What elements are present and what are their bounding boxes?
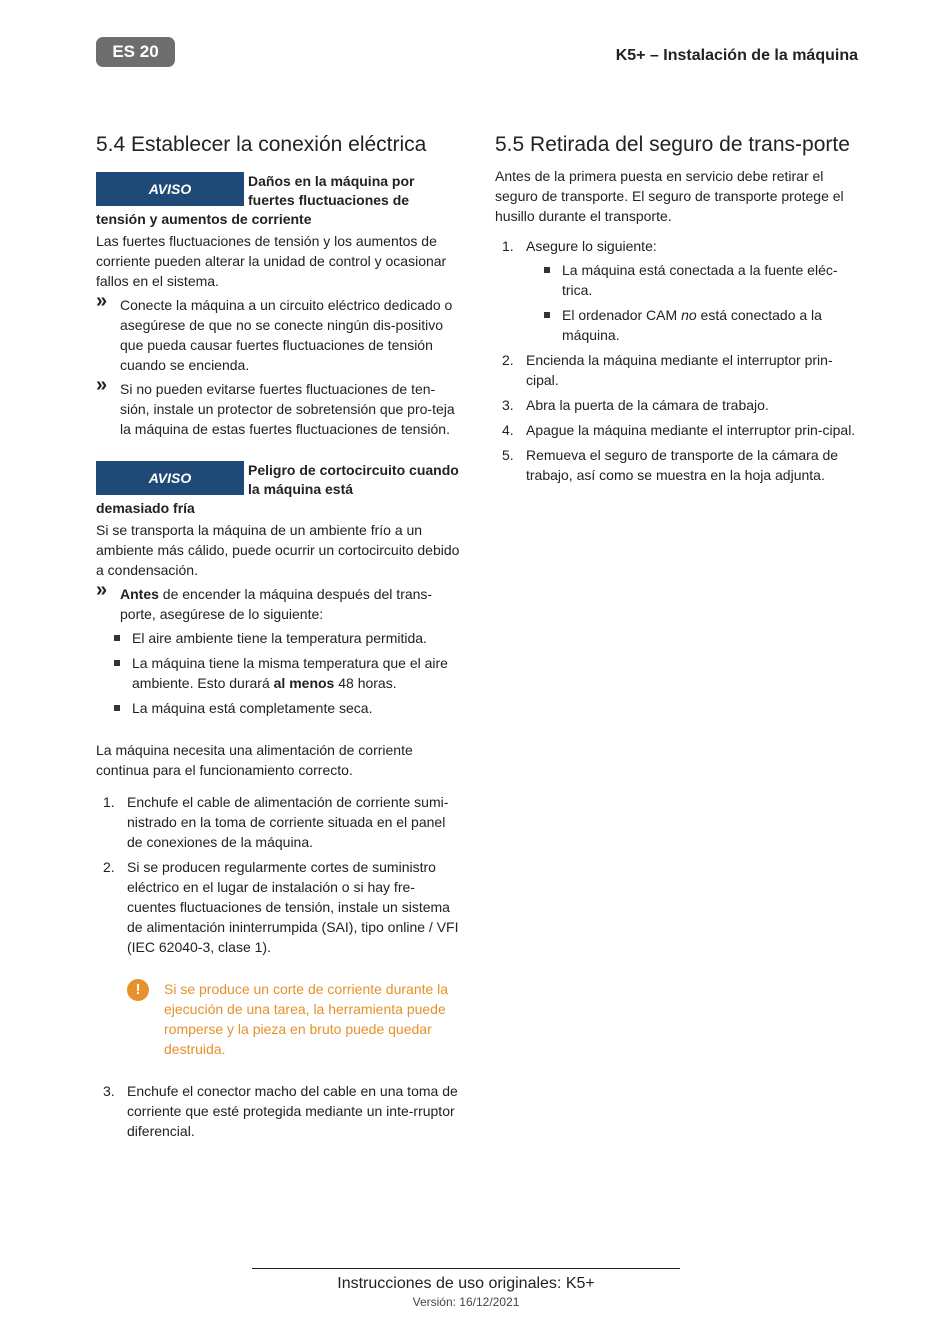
chevron-icon: » <box>96 290 108 312</box>
footer-version: Versión: 16/12/2021 <box>412 1295 520 1309</box>
list-item: El aire ambiente tiene la temperatura permitida. <box>96 628 460 648</box>
list-item: La máquina está completamente seca. <box>96 698 460 718</box>
footer-title: Instrucciones de uso originales: K5+ <box>337 1275 595 1292</box>
warning-note: ! Si se produce un corte de corriente durante la ejecución de una tarea, la herramienta puede romperse y la pieza en bruto puede quedar destruida. <box>96 979 460 1059</box>
section-title: 5.5 Retirada del seguro de trans-porte <box>495 133 850 156</box>
square-bullet-icon <box>114 635 120 641</box>
section-title: 5.4 Establecer la conexión eléctrica <box>96 133 427 156</box>
section-5-5 <box>495 132 857 490</box>
notice-body: Las fuertes fluctuaciones de tensión y los aumentos de corriente pueden alterar la unidad de control y ocasionar fallos en el sistema. <box>96 233 447 289</box>
step-item: 2. Si se producen regularmente cortes de suministro eléctrico en el lugar de instalación o si hay fre-cuentes fluctuaciones de tensión, instale un sistema de alimentación ininterrumpida (SAI), tipo online / VFI (IEC 62040-3, clase 1). <box>103 859 459 955</box>
notice-heading: Peligro de cortocircuito cuando la máquina está <box>248 462 459 497</box>
step-list <box>96 792 460 957</box>
exclamation-icon: ! <box>127 979 149 1001</box>
list-item: El ordenador CAM no está conectado a la máquina. <box>526 305 857 345</box>
aviso-label: AVISO <box>96 461 244 495</box>
condition-list <box>96 628 460 718</box>
notice-heading-continued: demasiado fría <box>96 500 195 516</box>
running-header: K5+ – Instalación de la máquina <box>615 47 858 64</box>
chevron-icon: » <box>96 579 108 601</box>
section-5-4 <box>96 132 460 1146</box>
list-item: La máquina tiene la misma temperatura que el aire ambiente. Esto durará al menos 48 horas. <box>96 653 460 693</box>
step-item: 5. Remueva el seguro de transporte de la cámara de trabajo, así como se muestra en la hoja adjunta. <box>502 447 839 483</box>
square-bullet-icon <box>544 312 550 318</box>
action-item: » Antes de encender la máquina después del trans-porte, asegúrese de lo siguiente: <box>96 579 433 622</box>
action-item: » Conecte la máquina a un circuito eléctrico dedicado o asegúrese de que no se conecte ningún dis-positivo que pueda causar fuertes fluctuaciones de tensión cuando se encienda. <box>96 290 453 373</box>
notice-voltage <box>96 172 460 439</box>
square-bullet-icon <box>114 705 120 711</box>
chevron-icon: » <box>96 374 108 396</box>
notice-body: Si se transporta la máquina de un ambiente frío a un ambiente más cálido, puede ocurrir un cortocircuito debido a condensación. <box>96 522 460 578</box>
step-item: 3. Enchufe el conector macho del cable en una toma de corriente que esté protegida mediante un inte-rruptor diferencial. <box>103 1083 458 1139</box>
notice-heading: Daños en la máquina por fuertes fluctuaciones de <box>248 173 415 208</box>
notice-heading-continued: tensión y aumentos de corriente <box>96 211 312 227</box>
step-item: 1. Asegure lo siguiente: La máquina está conectada a la fuente eléc-trica. El ordenador CAM no está conectado a la máquina. <box>495 236 857 345</box>
square-bullet-icon <box>114 660 120 666</box>
footer-divider <box>252 1268 680 1269</box>
list-item: La máquina está conectada a la fuente eléc-trica. <box>526 260 857 300</box>
step-list <box>495 236 857 485</box>
step-list-continued <box>96 1081 460 1141</box>
step-item: 4. Apague la máquina mediante el interruptor prin-cipal. <box>502 422 856 438</box>
intro-paragraph: Antes de la primera puesta en servicio debe retirar el seguro de transporte. El seguro de transporte protege el husillo durante el transporte. <box>495 168 844 224</box>
intro-paragraph: La máquina necesita una alimentación de corriente continua para el funcionamiento correcto. <box>96 742 413 778</box>
step-item: 1. Enchufe el cable de alimentación de corriente sumi-nistrado en la toma de corriente situada en el panel de conexiones de la máquina. <box>103 794 449 850</box>
action-item: » Si no pueden evitarse fuertes fluctuaciones de ten-sión, instale un protector de sobretensión que pro-teja la máquina de estas fuertes fluctuaciones de tensión. <box>96 374 455 437</box>
aviso-label: AVISO <box>96 172 244 206</box>
square-bullet-icon <box>544 267 550 273</box>
step-item: 3. Abra la puerta de la cámara de trabajo. <box>502 397 769 413</box>
page-number-badge: ES 20 <box>96 37 175 67</box>
notice-short-circuit <box>96 461 460 718</box>
step-item: 2. Encienda la máquina mediante el interruptor prin-cipal. <box>502 352 833 388</box>
sub-list <box>526 260 857 345</box>
